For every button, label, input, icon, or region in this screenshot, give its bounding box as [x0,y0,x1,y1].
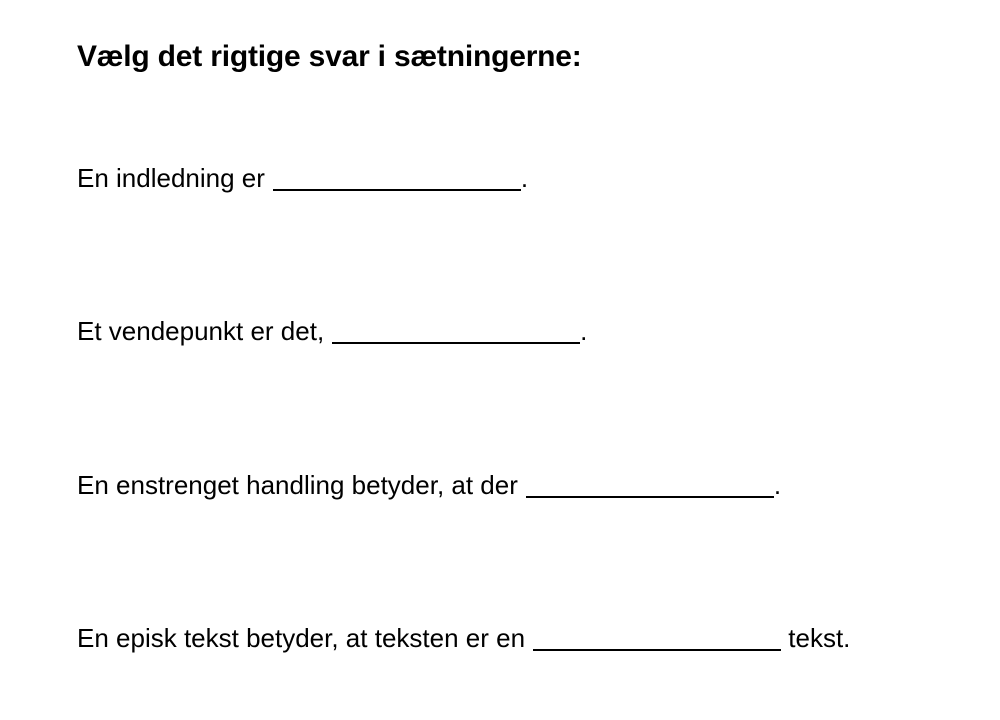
sentence-3-blank[interactable] [526,474,774,498]
sentence-4 [77,623,850,654]
sentence-1 [77,163,528,194]
sentence-4-text: En episk tekst betyder, at teksten er en [77,623,526,653]
sentence-4-ending: tekst. [781,623,851,653]
sentence-4-blank[interactable] [533,627,781,651]
sentence-3-ending: . [773,470,782,500]
sentence-2-ending: . [580,316,588,346]
sentence-1-blank[interactable] [273,167,521,191]
sentence-1-text: En indledning er [77,163,265,193]
sentence-1-ending: . [520,163,529,193]
sentence-3 [77,470,781,501]
sentence-3-text: En enstrenget handling betyder, at der [77,470,518,500]
sentence-2-text: Et vendepunkt er det, [77,316,325,346]
worksheet-heading: Vælg det rigtige svar i sætningerne: [77,40,582,73]
sentence-2 [77,316,587,347]
sentence-2-blank[interactable] [332,320,580,344]
